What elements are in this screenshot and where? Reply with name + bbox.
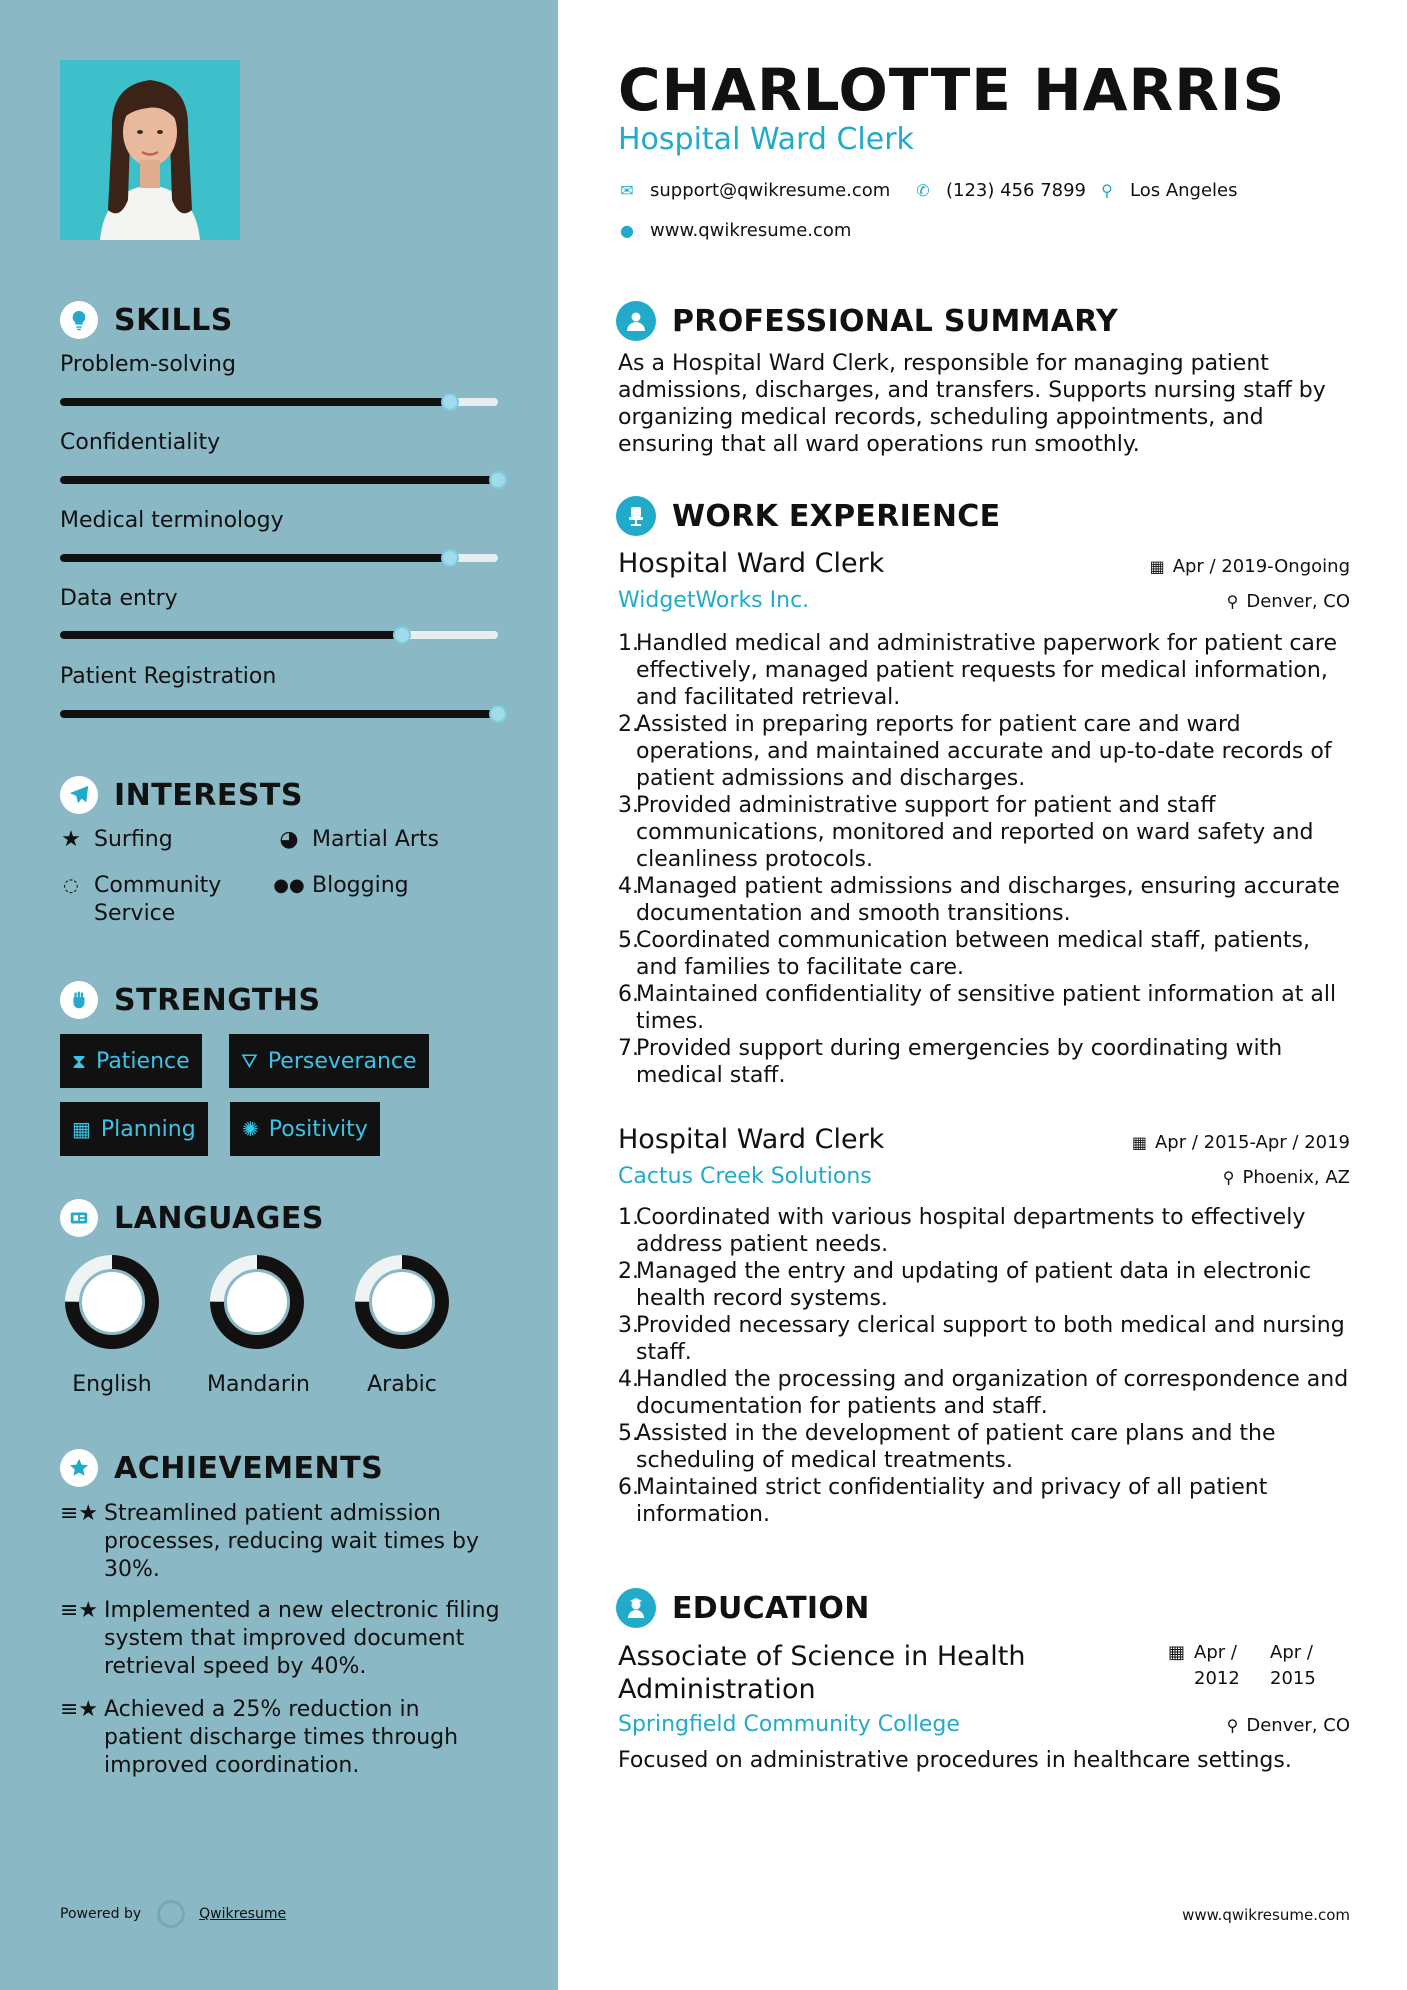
list-item: 1. Coordinated with various hospital departments to effectively address patient needs.	[618, 1205, 1306, 1257]
envelope-icon: ✉	[620, 181, 634, 200]
hand-icon: ◌	[63, 875, 79, 896]
ring-center	[372, 1272, 432, 1332]
calendar-icon: ▦	[1168, 1642, 1186, 1663]
strength-tag: ✺ Positivity	[230, 1102, 380, 1156]
job-date: ▦ Apr / 2015-Apr / 2019	[1131, 1132, 1350, 1153]
skill-bar-fill	[60, 398, 450, 406]
pushpin-icon: ⚲	[1222, 1168, 1235, 1187]
company-name: WidgetWorks Inc.	[618, 588, 810, 613]
ring-center	[227, 1272, 287, 1332]
skill-bar-fill	[60, 554, 450, 562]
star-badge-icon	[60, 1449, 98, 1487]
edu-date-start: Apr / 2012	[1194, 1642, 1240, 1689]
language-card-icon	[60, 1199, 98, 1237]
language-ring	[352, 1252, 452, 1352]
achievement-item: ≡★ Streamlined patient admission processes, reducing wait times by 30%.	[60, 1501, 479, 1582]
fist-icon	[60, 981, 98, 1019]
road-icon: ⛛	[241, 1049, 258, 1073]
user-icon	[616, 301, 656, 341]
job-title: Hospital Ward Clerk	[618, 548, 885, 579]
contact-website[interactable]: ● www.qwikresume.com	[618, 220, 851, 241]
skill-label: Patient Registration	[60, 664, 277, 689]
list-item: 3. Provided necessary clerical support to both medical and nursing staff.	[618, 1313, 1345, 1365]
shooting-star-icon: ≡★	[60, 1697, 99, 1722]
skill-label: Data entry	[60, 586, 178, 611]
edu-date-icon-wrap	[1168, 1640, 1185, 1666]
skill-bar-knob	[441, 549, 459, 567]
languages-heading: LANGUAGES	[60, 1198, 324, 1238]
strengths-heading: STRENGTHS	[60, 980, 321, 1020]
language-item: English	[62, 1252, 162, 1397]
powered-by: Powered by Qwikresume	[60, 1900, 286, 1928]
job-location: ⚲ Phoenix, AZ	[1222, 1167, 1350, 1188]
calendar-icon: ▦	[1149, 557, 1165, 576]
skill-bar-knob	[489, 471, 507, 489]
job-location: ⚲ Denver, CO	[1226, 591, 1350, 612]
list-item: 6. Maintained confidentiality of sensitive patient information at all times.	[618, 982, 1337, 1034]
skill-bar	[60, 710, 498, 718]
interests-heading: INTERESTS	[60, 775, 303, 815]
achievement-item: ≡★ Implemented a new electronic filing system that improved document retrieval speed by 40%.	[60, 1598, 500, 1679]
school-name: Springfield Community College	[618, 1712, 960, 1737]
experience-heading: WORK EXPERIENCE	[616, 495, 1000, 537]
skill-bar-knob	[489, 705, 507, 723]
education-heading: EDUCATION	[616, 1587, 870, 1629]
paper-plane-icon	[60, 776, 98, 814]
achievements-heading: ACHIEVEMENTS	[60, 1448, 383, 1488]
skill-bar-knob	[393, 626, 411, 644]
list-item: 5. Coordinated communication between medical staff, patients, and families to facilitate care.	[618, 928, 1310, 980]
shooting-star-icon: ≡★	[60, 1598, 99, 1623]
skill-label: Confidentiality	[60, 430, 221, 455]
list-item: 3. Provided administrative support for patient and staff communications, monitored and reported on ward safety and cleanliness protocols.	[618, 793, 1314, 872]
skill-bar-fill	[60, 710, 498, 718]
qwikresume-link[interactable]: Qwikresume	[199, 1906, 287, 1922]
list-item: 6. Maintained strict confidentiality and privacy of all patient information.	[618, 1475, 1268, 1527]
list-item: 5. Assisted in the development of patient care plans and the scheduling of medical treatments.	[618, 1421, 1276, 1473]
edu-description: Focused on administrative procedures in healthcare settings.	[618, 1748, 1292, 1773]
language-ring	[62, 1252, 162, 1352]
calendar-icon: ▦	[1131, 1133, 1147, 1152]
list-item: 2. Assisted in preparing reports for patient care and ward operations, and maintained accurate and up-to-date records of patient admissions and discharges.	[618, 712, 1332, 791]
calendar-icon: ▦	[72, 1117, 91, 1141]
list-item: 4. Managed patient admissions and discharges, ensuring accurate documentation and smooth transitions.	[618, 874, 1340, 926]
language-item: Mandarin	[207, 1252, 307, 1397]
strength-tag: ⛛ Perseverance	[229, 1034, 429, 1088]
edu-date-end: Apr / 2015	[1270, 1642, 1316, 1689]
globe-icon: ◕	[279, 827, 299, 852]
phone-icon: ✆	[916, 181, 930, 200]
pushpin-icon: ⚲	[1226, 1716, 1239, 1735]
job-duties-list	[618, 630, 1358, 1089]
job-date: ▦ Apr / 2019-Ongoing	[1149, 556, 1350, 577]
skill-label: Problem-solving	[60, 352, 236, 377]
strength-tag: ▦ Planning	[60, 1102, 208, 1156]
summary-heading: PROFESSIONAL SUMMARY	[616, 300, 1118, 342]
hourglass-icon: ⧗	[72, 1049, 87, 1073]
sidebar	[0, 0, 558, 1990]
degree-title: Associate of Science in Health Administration	[618, 1641, 1026, 1705]
candidate-name: CHARLOTTE HARRIS	[618, 56, 1286, 124]
interest-item: ◌ Community Service	[60, 872, 234, 928]
footer-website[interactable]: www.qwikresume.com	[1182, 1906, 1350, 1924]
strength-tag: ⧗ Patience	[60, 1034, 202, 1088]
interest-item: ★ Surfing	[61, 827, 173, 852]
skills-heading: SKILLS	[60, 300, 233, 340]
list-item: 1. Handled medical and administrative paperwork for patient care effectively, managed patient requests for medical information, and facilitated retrieval.	[618, 631, 1338, 710]
skill-bar	[60, 398, 498, 406]
skill-bar	[60, 631, 498, 639]
job-duties-list	[618, 1204, 1358, 1528]
main-content	[558, 0, 1407, 1990]
office-chair-icon	[616, 496, 656, 536]
skill-label: Medical terminology	[60, 508, 284, 533]
list-item: 2. Managed the entry and updating of patient data in electronic health record systems.	[618, 1259, 1312, 1311]
ring-center	[82, 1272, 142, 1332]
graduate-icon	[616, 1588, 656, 1628]
sun-icon: ✺	[242, 1117, 259, 1141]
language-item: Arabic	[352, 1252, 452, 1397]
interest-item: ●● Blogging	[273, 873, 409, 898]
achievement-item: ≡★ Achieved a 25% reduction in patient discharge times through improved coordination.	[60, 1697, 459, 1778]
company-name: Cactus Creek Solutions	[618, 1164, 872, 1189]
interest-item: ◕ Martial Arts	[279, 827, 440, 852]
contact-phone[interactable]: ✆ (123) 456 7899	[914, 180, 1086, 201]
list-item: 7. Provided support during emergencies by coordinating with medical staff.	[618, 1036, 1283, 1088]
skill-bar-knob	[441, 393, 459, 411]
skill-bar-fill	[60, 476, 498, 484]
candidate-role: Hospital Ward Clerk	[618, 122, 914, 157]
contact-email[interactable]: ✉ support@qwikresume.com	[618, 180, 890, 201]
edu-location: ⚲ Denver, CO	[1226, 1715, 1350, 1736]
qwikresume-logo-icon	[157, 1900, 185, 1928]
language-ring	[207, 1252, 307, 1352]
skill-bar	[60, 554, 498, 562]
skill-bar-fill	[60, 631, 402, 639]
profile-photo	[60, 60, 240, 240]
skill-bar	[60, 476, 498, 484]
contact-location: ⚲ Los Angeles	[1098, 180, 1238, 201]
star-icon: ★	[61, 827, 81, 852]
shooting-star-icon: ≡★	[60, 1501, 99, 1526]
users-icon: ●●	[273, 875, 305, 896]
lightbulb-icon	[60, 301, 98, 339]
globe-icon: ●	[620, 221, 634, 240]
summary-text: As a Hospital Ward Clerk, responsible for managing patient admissions, discharges, and transfers. Supports nursing staff by organizing medical records, scheduling appointments, and ensuring that all ward operations run smoothly.	[618, 351, 1326, 457]
pushpin-icon: ⚲	[1226, 592, 1239, 611]
list-item: 4. Handled the processing and organization of correspondence and documentation for patients and staff.	[618, 1367, 1349, 1419]
map-pin-icon: ⚲	[1101, 181, 1113, 200]
job-title: Hospital Ward Clerk	[618, 1124, 885, 1155]
